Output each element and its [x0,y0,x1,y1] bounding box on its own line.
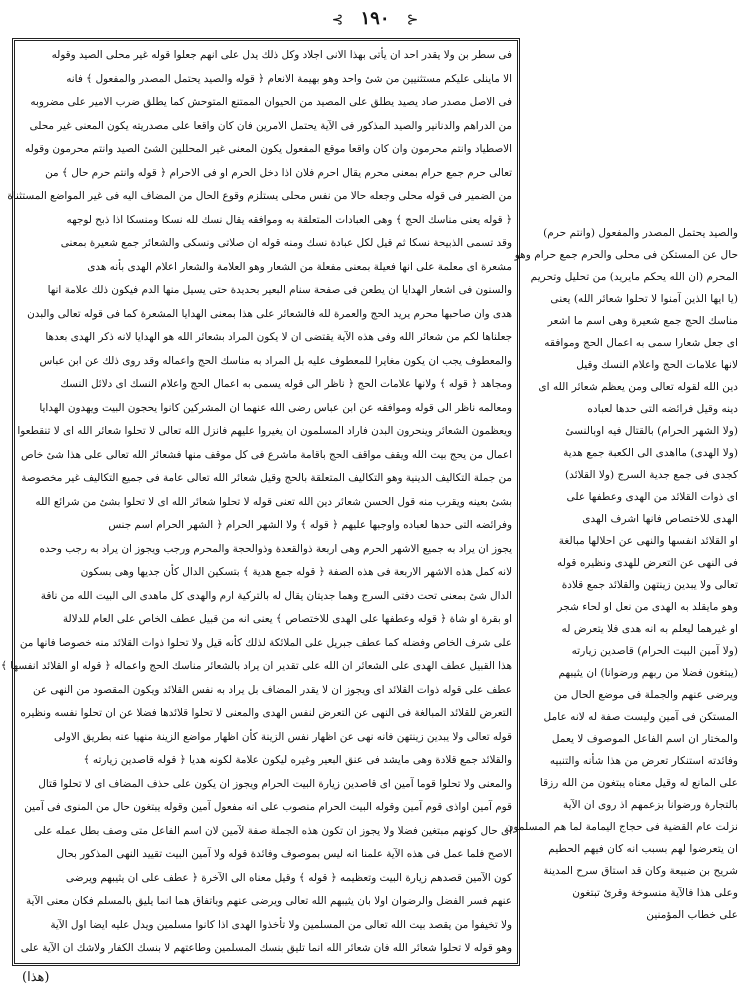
marginal-text-line: والصيد يحتمل المصدر والمفعول (وانتم حرم) [543,227,738,239]
marginal-text-line: المحرم (ان الله يحكم مايريد) من تحليل وتحريم [530,271,738,283]
main-text-line: والسنون فى اشعار الهدايا ان يطعن فى صفحة سنام البعير بحديدة حتى يسيل منها الدم فيكون ذلك علامة انها [47,284,512,296]
marginal-text-line: وعلى هذا فالآية منسوخة وقرئ تبتغون [572,887,738,899]
marginal-text-line: والمختار ان اسم الفاعل الموصوف لا يعمل [551,733,738,745]
page-number: ١٩٠ [360,8,390,29]
main-text-line: تعالى حرم جمع حرام بمعنى محرم يقال احرم فلان اذا دخل الحرم او فى الاحرام ﴿ قوله وانتم حرم حال ﴾ من [45,166,512,179]
catchword: (هذا) [22,970,50,985]
main-text-line: من الدراهم والدنانير والصيد المذكور فى الآية يحتمل الامرين فان كان واقعا على مصدريته يكون المعنى غير محلى [29,119,512,132]
main-text-line: الاصطياد وانتم محرمون وان كان واقعا موقع المفعول يكون المعنى غير المحللين الشئ الصيد وانتم محرمون وقوله [25,143,512,155]
marginal-text-line: (ولا الشهر الحرام) بالقتال فيه اوبالنسئ [565,425,738,437]
main-text-line: لانه كمل هذه الاشهر الاربعة فى هذه الصفة ﴿ قوله جمع هدية ﴾ بتسكين الدال كأن جديها وهى بسكون [80,566,512,578]
main-text-line: الاصح فلما عمل فى هذه الآية علمنا انه ليس بموصوف وفائدة قوله ولا آمين البيت تقييد النهى المذكور بحال [56,848,512,860]
main-text-line: هدى وان صاحبها محرم يريد الحج والعمرة لله فالشعائر على هذا بمعنى الهدايا المشعرة كما فى قوله تعالى والبدن [27,307,512,320]
main-text-line: قوله تعالى ولا يبدين زينتهن فانه نهى عن اظهار نفس الزينة كأن اظهار مواضع الزينة منهيا عنه بطريق الاولى [54,730,512,743]
main-text-line: كون الآمين قصدهم زيارة البيت وتعظيمه ﴿ قوله ﴾ وقيل معناه الى الآخرة ﴿ عطف على ان يثيبهم ويرضى [65,871,512,884]
marginal-text-line: تعالى ولا يبدين زينتهن والقلائد جمع قلادة [561,579,738,591]
main-text-line: ويعظمون الشعائر وينحرون البدن فاراد المسلمون ان يغيروا عليهم فانزل الله تعالى لا تحلوا شعائر الله اى لا تنقطعوا [17,425,512,437]
marginal-text-line: نزلت عام القضية فى حجاج اليمامة لما هم المسلمون [505,821,738,833]
main-text-line: بشئ بعينه ويقرب منه قول الحسن شعائر دين الله تعنى قوله لا تحلوا شعائر الله اى لا تحلوا بشئ من شرائع الله [35,495,512,508]
main-text-line: فى الاصل مصدر صاد يصيد يطلق على المصيد من الحيوان الممتنع المتوحش كما يطلق ضرب الامير على مضروبه [30,96,512,108]
main-text-line: والمعنى ولا تحلوا قوما آمين اى قاصدين زيارة البيت الحرام ويجوز ان يكون على حذف المضاف اى لا تحلوا قتال [38,777,512,790]
main-text-line: ولا تخيفوا من يقصد بيت الله تعالى من المسلمين ولا تأخذوا الهدى اذا كانوا مسلمين ويدل عليه ايضا اول الآية [50,918,512,931]
marginal-commentary-block [505,222,738,921]
marginal-text-line: اى ذوات القلائد من الهدى وعطفها على [566,491,738,503]
main-text-line: وهو قوله لا تحلوا شعائر الله فان شعائر الله انما تليق بنسك المسلمين وطاعتهم لا بنسك الكفار ولاشك ان الآية على [20,942,512,954]
marginal-text-line: الهدى للاختصاص فانها اشرف الهدى [582,513,738,525]
marginal-text-line: وهو مايقلد به الهدى من نعل او لحاء شجر [557,601,738,613]
marginal-text-line: حال عن المستكن فى محلى والحرم جمع حرام وهو [514,249,738,261]
marginal-text-line: بالتجارة ورضوانا بزعمهم اذ روى ان الآية [562,799,738,811]
main-text-line: عنهم فسر الفضل والرضوان اولا بان يثيبهم الله تعالى ويرضى عنهم وباتفاق هما انما يليق بالمسلم فكان معنى الآية [25,895,512,907]
main-text-line: والمعطوف يجب ان يكون مغايرا للمعطوف عليه بل المراد به مناسك الحج واعماله وقد روى ذلك عن ابن عباس [39,354,512,367]
marginal-text-line: مناسك الحج جمع شعيرة وهى اسم ما اشعر [547,315,738,327]
left-ornament: ⊰ [331,11,344,28]
marginal-text-line: (يا ايها الذين آمنوا لا تحلوا شعائر الله) يعنى [550,293,738,305]
main-text-line: ﴿ قوله يعنى مناسك الحج ﴾ وهى العبادات المتعلقة به وموافقه يقال نسك لله نسكا ومنسكا اذا ذبح لوجهه [66,213,512,226]
marginal-text-line: دينه وقيل فرائضه التى حدها لعباده [587,403,738,415]
main-text-line: قوم آمين اواذى قوم آمين وقوله البيت الحرام منصوب على انه مفعول آمين وقوله يبتغون حال من المنوى فى آمين [24,801,512,813]
main-text-line: من جملة التكاليف الدينية وهو التكاليف المتعلقة بالحج وقيل شعائر الله تعالى عامة فى جميع التكاليف غير مخصوصة [21,472,512,484]
marginal-text-line: (يبتغون فضلا من ربهم ورضوانا) ان يثيبهم [558,667,738,679]
marginal-text-line: على خطاب المؤمنين [646,909,738,921]
page-header [0,6,750,38]
marginal-text-line: شريح بن ضبيعة وكان قد استاق سرح المدينة [543,865,738,877]
marginal-text-line: ويرضى عنهم والجملة فى موضع الحال من [553,689,738,701]
marginal-text-line: (ولا الهدى) مااهدى الى الكعبة جمع هدية [563,447,738,459]
main-text-line: مشعرة اى معلمة على انها فعيلة بمعنى مفعلة من الشعار وهو العلامة والشعار اعلام الهدى بأنه هدى [87,260,512,273]
main-text-line: هذا القبيل عطف الهدى على الشعائر ان الله على تقدير ان يراد بالشعائر مناسك الحج واعماله ﴿ قوله او القلائد انفسها ﴾ [0,660,512,672]
marginal-text-line: كجدى فى جمع جدية السرج (ولا القلائد) [565,469,738,481]
main-text-line: اعمال من يحج بيت الله ويقف مواقف الحج باقامة ماشرع فى كل موقف منها فشعائر الله تعالى على هذا شئ خاص [21,448,512,461]
main-text-line: جعلناها لكم من شعائر الله وفى هذه الآية يقتضى ان لا يكون المراد بشعائر الله هو الهدايا لانه ذكر الهدى بعدها [45,331,512,343]
marginal-text-line: ان يتعرضوا لهم بسبب انه كان فيهم الحطيم [548,843,738,855]
right-ornament: ⊱ [406,11,419,28]
main-text-line: الا ماينلى عليكم مستثنيين من شئ واحد وهو بهيمة الانعام ﴿ قوله والصيد يحتمل المصدر والمفعول ﴾ فانه [66,72,512,85]
marginal-text-line: فى النهى عن التعرض للهدى ونظيره قوله [557,557,738,569]
main-commentary-block [0,44,512,960]
main-text-line: على شرف الخاص وفضله كما عطف جبريل على الملائكة لذلك كأنه قيل ولا تحلوا ذوات القلائد منه خصوصا فانها من [19,636,512,649]
marginal-text-line: لانها علامات الحج واعلام النسك وقيل [576,359,738,371]
marginal-text-line: على المانع له وقيل معناه يبتغون من الله رزقا [539,777,738,789]
marginal-text-line: او غيرهما ليعلم به انه هدى فلا يتعرض له [561,623,738,635]
marginal-text-line: او القلائد انفسها والنهى عن احلالها مبالغة [558,535,738,547]
main-text-line: من الضمير فى قوله محلى وجعله حالا من نفس محلى يستلزم وقوع الحال من المضاف اليه فى غير المواضع المستثناة [7,190,512,202]
marginal-text-line: وفائدته استنكار تعرض من هذا شأنه والتنبيه [549,755,738,767]
main-text-line: والقلائد جمع قلادة وهى مايشد فى عنق البعير وغيره ليكون علامة لكونه هديا ﴿ قوله قاصدين زيارته ﴾ [83,754,512,766]
main-text-line: وقد تسمى الذبيحة نسكا ثم قيل لكل عبادة نسك ومنه قوله ان صلاتى ونسكى والشعائر جمع شعيرة بمعنى [60,237,512,249]
main-text-line: ومعالمه ناظر الى قوله وموافقه عن ابن عباس رضى الله عنهما ان المشركين كانوا يحجون البيت ويهدون الهدايا [39,401,512,414]
marginal-text-line: اى جعل شعارا سمى به اعمال الحج وموافقه [544,337,738,349]
main-text-line: او بقرة او شاة ﴿ قوله وعطفها على الهدى للاختصاص ﴾ يعنى انه من قبيل عطف الخاص على العام للدلالة [62,613,512,625]
main-text-line: اى حال كونهم مبتغين فضلا ولا يجوز ان تكون هذه الجملة صفة لآمين لان اسم الفاعل متى وصف بطل عمله على [34,824,512,837]
main-text-line: فى سطر بن ولا يقدر احد ان يأتى بهذا الانى اجلاد وكل ذلك يدل على انهم جعلوا قوله غير محلى الصيد وقوله [51,49,512,61]
main-text-line: عطف على قوله ذوات القلائد اى ويجوز ان لا يقدر المضاف بل يراد به نفس القلائد ويكون المقصود من النهى عن [33,683,512,696]
marginal-text-line: دين الله لقوله تعالى ومن يعظم شعائر الله اى [538,381,738,393]
main-text-line: وفرائضه التى حدها لعباده واوجبها عليهم ﴿ قوله ﴾ ولا الشهر الحرام ﴿ الشهر الحرام اسم جنس [108,519,512,531]
marginal-text-line: (ولا آمين البيت الحرام) قاصدين زيارته [571,645,738,657]
main-text-line: التعرض للقلائد المبالغة فى النهى عن التعرض لنفس الهدى والمعنى لا تحلوا قلائدها فضلا عن ان تحلوا نفسه ونظيره [20,707,512,719]
main-text-line: يجوز ان يراد به جميع الاشهر الحرم وهى اربعة ذوالقعدة وذوالحجة والمحرم ورجب ويجوز ان يراد به رجب وحده [39,542,512,555]
main-text-line: الدال شئ بمعنى تحت دفتى السرج وهما جديتان يقال له بالتركية ارم والهدى كل ماهدى الى البيت الله من ناقة [40,589,512,602]
marginal-text-line: المستكن فى آمين وليست صفة له لانه عامل [543,711,738,723]
main-text-line: ومجاهد ﴿ قوله ﴾ ولانها علامات الحج ﴿ ناظر الى قوله يسمى به اعمال الحج واعلام النسك اى دلائل النسك [60,378,512,390]
